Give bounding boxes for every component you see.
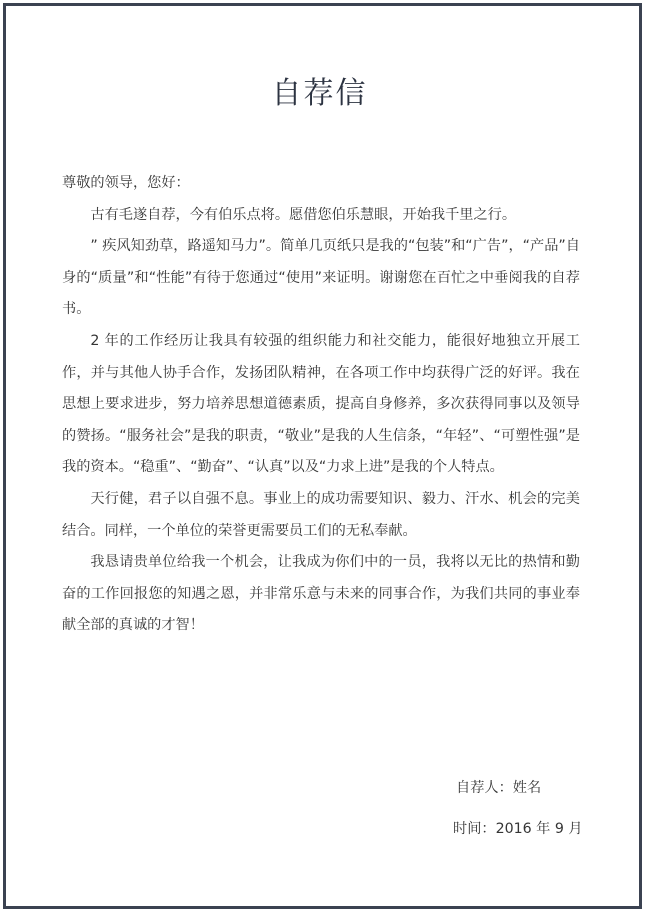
letter-body	[62, 168, 580, 642]
paragraph-5: 我恳请贵单位给我一个机会，让我成为你们中的一员，我将以无比的热情和勤奋的工作回报您的知遇之恩，并非常乐意与未来的同事合作，为我们共同的事业奉献全部的真诚的才智！	[62, 554, 580, 634]
page-title: 自荐信	[271, 76, 368, 111]
signature: 自荐人：姓名	[456, 780, 542, 796]
paragraph-4: 天行健，君子以自强不息。事业上的成功需要知识、毅力、汗水、机会的完美结合。同样，一个单位的荣誉更需要员工们的无私奉献。	[62, 490, 580, 539]
date-line: 时间：2016 年 9 月	[453, 821, 583, 837]
paragraph-2: ” 疾风知劲草，路遥知马力”。简单几页纸只是我的“包装”和“广告”，“产品”自身的“质量”和“性能”有待于您通过“使用”来证明。谢谢您在百忙之中垂阅我的自荐书。	[62, 238, 580, 318]
paragraph-3: 2 年的工作经历让我具有较强的组织能力和社交能力，能很好地独立开展工作，并与其他人协手合作，发扬团队精神，在各项工作中均获得广泛的好评。我在思想上要求进步，努力培养思想道德素质，提高自身修养，多次获得同事以及领导的赞扬。“服务社会”是我的职责，“敬业”是我的人生信条，“年轻”、“可塑性强”是我的资本。“稳重”、“勤奋”、“认真”以及“力求上进”是我的个人特点。	[62, 332, 580, 476]
paragraph-1: 古有毛遂自荐，今有伯乐点将。愿借您伯乐慧眼，开始我千里之行。	[90, 206, 517, 223]
greeting: 尊敬的领导，您好：	[62, 175, 190, 191]
